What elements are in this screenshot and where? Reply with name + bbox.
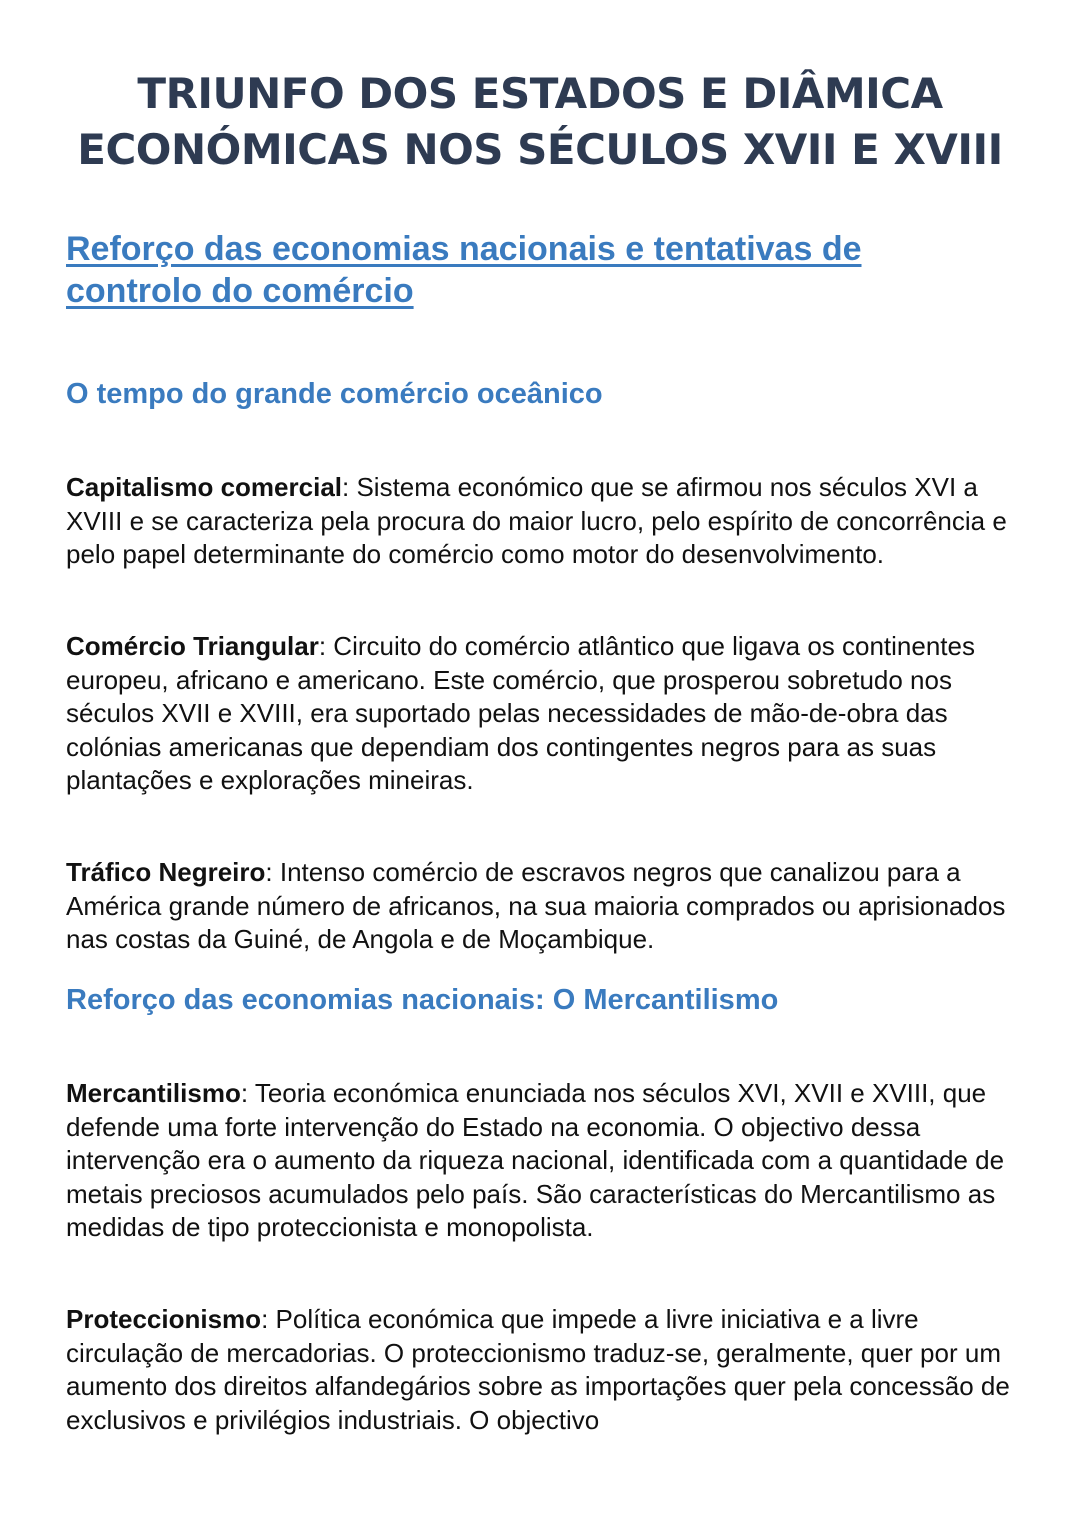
definition-separator: : — [261, 1304, 276, 1334]
document-title — [40, 66, 1040, 178]
section-heading-line-2: controlo do comércio — [66, 272, 414, 310]
section-heading-link[interactable] — [66, 228, 966, 312]
definition-term: Mercantilismo — [66, 1078, 241, 1108]
definition-comercio-triangular — [66, 630, 1016, 798]
definition-separator: : — [240, 1078, 255, 1108]
definition-term: Capitalismo comercial — [66, 472, 342, 502]
subheading-oceanic-commerce: O tempo do grande comércio oceânico — [66, 378, 603, 410]
definition-text: Sistema económico que se afirmou nos séculos XVI a XVIII e se caracteriza pela procura do maior lucro, pelo espírito de concorrência e pelo papel determinante do comércio como motor do desenvolvimento. — [66, 472, 1007, 569]
definition-term: Tráfico Negreiro — [66, 857, 266, 887]
definition-capitalismo-comercial — [66, 471, 1016, 572]
definition-text: Intenso comércio de escravos negros que canalizou para a América grande número de africanos, na sua maioria comprados ou aprisionados nas costas da Guiné, de Angola e de Moçambique. — [66, 857, 1006, 954]
definition-text: Política económica que impede a livre iniciativa e a livre circulação de mercadorias. O proteccionismo traduz-se, geralmente, quer por um aumento dos direitos alfandegários sobre as importações quer pela concessão de exclusivos e privilégios industriais. O objectivo — [66, 1304, 1010, 1435]
definition-text: Circuito do comércio atlântico que ligava os continentes europeu, africano e americano. Este comércio, que prosperou sobretudo nos séculos XVII e XVIII, era suportado pelas necessidades de mão-de-obra das colónias americanas que dependiam dos contingentes negros para as suas plantações e explorações mineiras. — [66, 631, 975, 795]
subheading-mercantilismo: Reforço das economias nacionais: O Mercantilismo — [66, 984, 779, 1016]
document-title-line-1: TRIUNFO DOS ESTADOS E DIÂMICA — [137, 69, 943, 118]
definition-separator: : — [318, 631, 334, 661]
definition-separator: : — [342, 472, 357, 502]
definition-trafico-negreiro — [66, 856, 1016, 957]
definition-mercantilismo — [66, 1077, 1016, 1245]
definition-separator: : — [265, 857, 280, 887]
definition-term: Proteccionismo — [66, 1304, 262, 1334]
definition-text: Teoria económica enunciada nos séculos XVI, XVII e XVIII, que defende uma forte intervenção do Estado na economia. O objectivo dessa intervenção era o aumento da riqueza nacional, identificada com a quantidade de metais preciosos acumulados pelo país. São características do Mercantilismo as medidas de tipo proteccionista e monopolista. — [66, 1078, 1005, 1242]
definition-proteccionismo — [66, 1303, 1016, 1437]
document-title-line-2: ECONÓMICAS NOS SÉCULOS XVII E XVIII — [77, 125, 1003, 174]
section-heading-line-1: Reforço das economias nacionais e tentativas de — [66, 230, 862, 268]
definition-term: Comércio Triangular — [66, 631, 319, 661]
